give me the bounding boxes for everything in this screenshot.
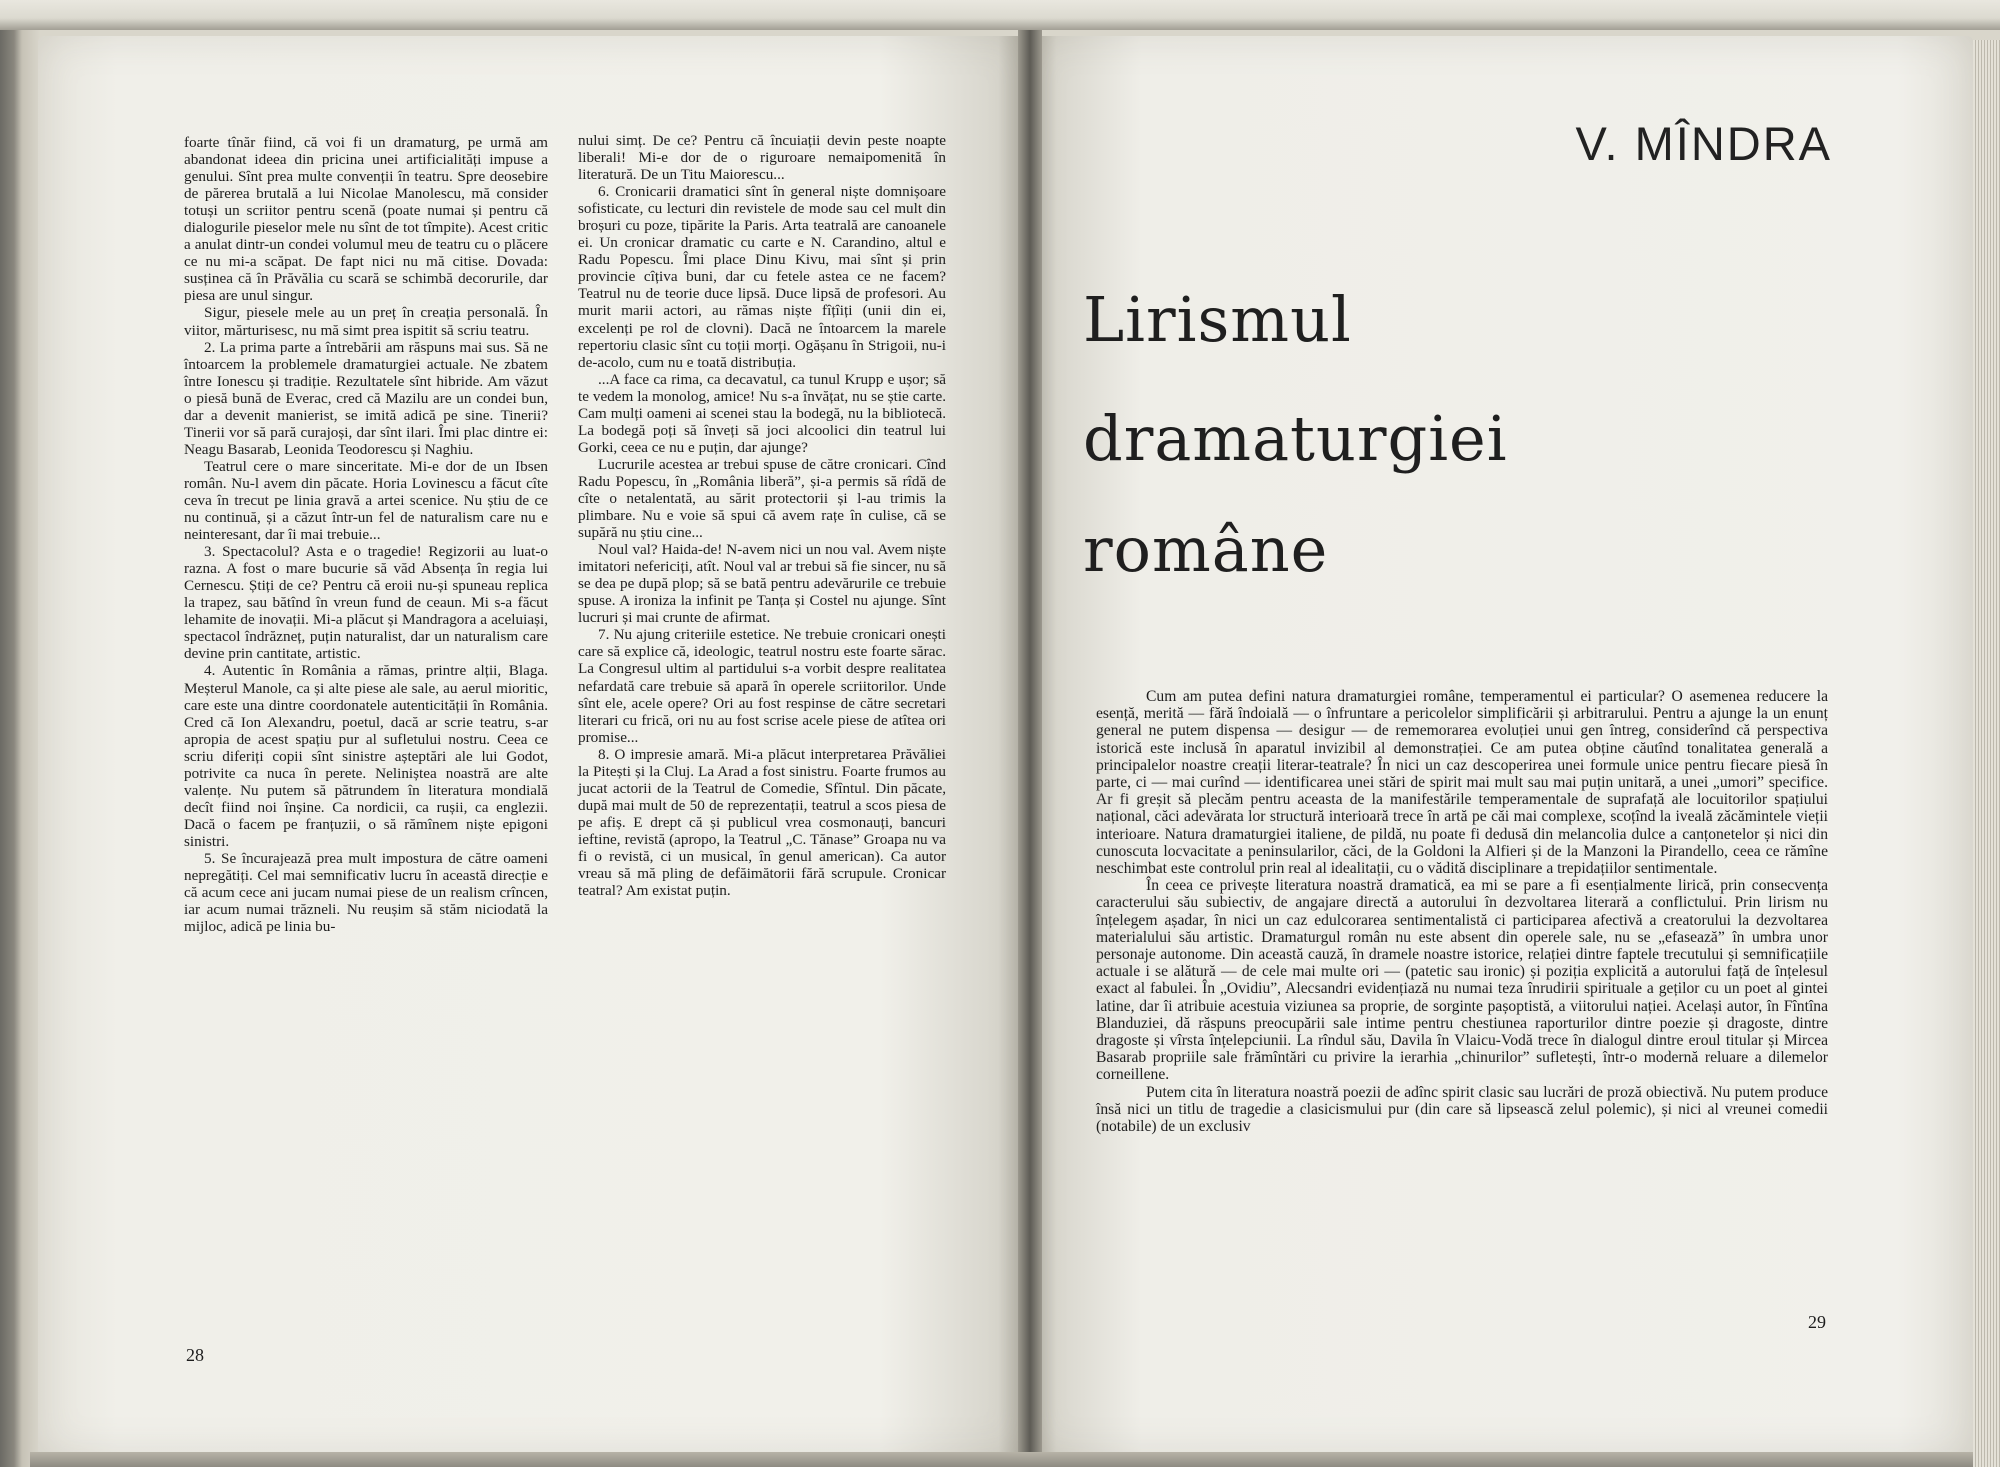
page-number-right: 29 — [1808, 1312, 1826, 1332]
left-column-1 — [184, 134, 548, 935]
paragraph: Lucrurile acestea ar trebui spuse de către cronicari. Cînd Radu Popescu, în „România liberă”, și-a permis să rîdă de cîte o netalentată, au sărit protectorii și l-au trimis la plimbare. Nu e voie să spui că avem rațe în culise, că se supără nu știu cine... — [578, 455, 946, 542]
article-body — [1096, 688, 1828, 1135]
book-top-edge — [0, 0, 2000, 30]
paragraph: 3. Spectacolul? Asta e o tragedie! Regizorii au luat-o razna. A fost o mare bucurie să văd Absența în regia lui Cernescu. Știți de ce? Pentru că eroii nu-și spuneau replica la trapez, sau bătînd în vreun fund de ceaun. Mi s-a făcut lehamite de inovații. Mi-a plăcut și Mandragora a aceluiași, spectacol îndrăzneț, puțin naturalist, dar un naturalism care devine prin cantitate, artistic. — [184, 543, 548, 663]
paragraph: 7. Nu ajung criteriile estetice. Ne trebuie cronicari onești care să explice că, ideologic, teatrul nostru este foarte sărac. La Congresul ultim al partidului s-a vorbit despre realitatea nefardată care trebuie să apară în operele scriitorilor. Unde sînt ele, acele opere? Ori au fost respinse de către secretari literari cu frică, ori nu au fost scrise acele piese de atîtea ori promise... — [578, 626, 946, 746]
paragraph: 8. O impresie amară. Mi-a plăcut interpretarea Prăvăliei la Pitești și la Cluj. La Arad a fost sinistru. Foarte frumos au jucat actorii de la Teatrul de Comedie, Sfîntul. Din păcate, după mai mult de 50 de reprezentații, teatrul a scos piesa de pe afiș. E drept că și publicul vrea cosmonauți, bancuri ieftine, revistă (apropo, la Teatrul „C. Tănase” Groapa nu va fi o revistă, ci un musical, în genul american). Ca autor vreau să mă pling de defăimătorii fără scrupule. Cronicar teatral? Am existat puțin. — [578, 745, 946, 900]
paragraph: 2. La prima parte a întrebării am răspuns mai sus. Să ne întoarcem la problemele dramaturgiei actuale. Ne zbatem între Ionescu și tradiție. Rezultatele sînt hibride. Am văzut o piesă bună de Everac, cred că Mazilu are un condei bun, dar a devenit manierist, se imită adică pe sine. Tinerii? Tinerii vor să pară curajoși, dar sînt ilari. Îmi plac dintre ei: Neagu Basarab, Leonida Teodorescu și Naghiu. — [184, 338, 548, 458]
page-number-left: 28 — [186, 1345, 204, 1365]
article-title-line-2: dramaturgiei — [1083, 402, 1508, 475]
article-title-line-1: Lirismul — [1083, 283, 1352, 356]
paragraph: foarte tînăr fiind, că voi fi un dramaturg, pe urmă am abandonat ideea din pricina unei artificialități impuse a genului. Sînt prea multe convenții în teatru. Spre deosebire de părerea brutală a lui Nicolae Manolescu, mă consider totuși un scriitor pentru scenă (poate numai și pentru că dialogurile pieselor mele nu sînt de tot tîmpite). Acest critic a anulat dintr-un condei volumul meu de teatru cu o plăcere ce nu mi-a scăpat. De fapt nici nu mă citise. Dovada: susținea că în Prăvălia cu scară se schimbă decorurile, dar piesa are unul singur. — [184, 134, 548, 305]
book-bottom-edge — [30, 1452, 1973, 1467]
paragraph: 5. Se încurajează prea mult impostura de către oameni nepregătiți. Cel mai semnificativ lucru în această direcție e că acum cece ani jucam numai piese de un realism crîncen, iar acum numai trăzneli. Nu reușim să stăm niciodată la mijloc, adică pe linia bu- — [184, 849, 548, 936]
paragraph: Sigur, piesele mele au un preț în creația personală. În viitor, mărturisesc, nu mă simt prea ispitit să scriu teatru. — [184, 304, 548, 339]
paragraph: ...A face ca rima, ca decavatul, ca tunul Krupp e ușor; să te vedem la monolog, amice! Nu s-a învățat, nu se știe carte. Cam mulți oameni ai scenei stau la bodegă, nu la bibliotecă. La bodegă poți să înveți să joci alcoolici din teatrul lui Gorki, ceea ce nu e puțin, dar ajunge? — [578, 370, 946, 456]
paragraph: 4. Autentic în România a rămas, printre alții, Blaga. Meșterul Manole, ca și alte piese ale sale, au aerul mioritic, care este una dintre coordonatele autenticității în România. Cred că Ion Alexandru, poetul, dacă ar scrie teatru, s-ar apropia de acest spațiu pur al sufletului nostru. Ceea ce scriu diferiți copii sînt sinistre așteptări ale lui Godot, potrivite ca nuca în perete. Neliniștea noastră are alte valențe. Nu putem să pătrundem în literatura mondială decît fiind noi înșine. Ca nordicii, ca rușii, ca englezii. Dacă o facem pe franțuzii, o să rămînem niște epigoni sinistri. — [184, 662, 548, 850]
page-edges — [1973, 40, 2000, 1467]
left-column-2 — [578, 132, 946, 899]
paragraph: nului simț. De ce? Pentru că încuiații devin peste noapte liberali! Mi-e dor de o riguroare nemaipomenită în literatură. De un Titu Maiorescu... — [578, 132, 946, 184]
article-title-line-3: române — [1083, 513, 1329, 586]
paragraph: Putem cita în literatura noastră poezii de adînc spirit clasic sau lucrări de proză obiectivă. Nu putem produce însă nici un titlu de tragedie a clasicismului pur (din care să lipsească zelul polemic), și nici al vreunei comedii (notabile) de un exclusiv — [1096, 1083, 1828, 1136]
paragraph: 6. Cronicarii dramatici sînt în general niște domnișoare sofisticate, cu lecturi din revistele de mode sau cel mult din broșuri cu poze, tipărite la Paris. Arta teatrală are canoanele ei. Un cronicar dramatic cu carte e N. Carandino, altul e Radu Popescu. Îmi place Dinu Kivu, mai sînt și prin provincie cîțiva buni, dar cu fetele astea ce ne facem? Teatrul nu de teorie duce lipsă. Duce lipsă de profesori. Au murit marii actori, au rămas niște fîțîiți (unii din ei, excelenți pe rol de clovni). Dacă ne întoarcem la marele repertoriu clasic sînt cu toții morți. Ogășanu în Strigoii, nu-i de-acolo, cum nu e toată distribuția. — [578, 183, 946, 371]
paragraph: Teatrul cere o mare sinceritate. Mi-e dor de un Ibsen român. Nu-l avem din păcate. Horia Lovinescu a făcut cîte ceva în trecut pe linia gravă a artei scenice. Nu știu de ce nu continuă, și a căzut într-un fel de naturalism care nu e neinteresant, dar îi mai trebuie... — [184, 457, 548, 544]
book-gutter — [1018, 30, 1042, 1460]
paragraph: În ceea ce privește literatura noastră dramatică, ea mi se pare a fi esențialmente lirică, prin consecvența caracterului său subiectiv, de angajare directă a autorului în dezvoltarea literară a conflictului. Prin lirism nu înțelegem așadar, în nici un caz edulcorarea sentimentalistă ci participarea afectivă a creatorului la dezvoltarea materialului său artistic. Dramaturgul român nu este absent din operele sale, nu se „efasează” în umbra unor personaje autonome. Din această cauză, în dramele noastre istorice, relației dintre faptele trecutului și semnificațiile actuale i se alătură — de cele mai multe ori — (patetic sau ironic) și poziția explicită a autorului față de înțelesul exact al fabulei. În „Ovidiu”, Alecsandri evidențiază nu numai teza înrudirii spirituale a geților cu un poet al gintei latine, dar îi atribuie acestuia viziunea sa proprie, de sorginte pașoptistă, a viitorului nației. Același autor, în Fîntîna Blanduziei, dă răspuns preocupării sale intime pentru chestiunea raporturilor dintre poezie și dragoste, dintre dragoste și vîrsta înțelepciunii. La rîndul său, Davila în Vlaicu-Vodă trece în dialogul dintre eroul titular și Mircea Basarab propriile sale frămîntări cu privire la ierarhia „chinurilor” sufletești, într-o modernă reluare a dilemelor corneillene. — [1096, 877, 1828, 1084]
article-author: V. MÎNDRA — [1575, 117, 1832, 170]
paragraph: Cum am putea defini natura dramaturgiei române, temperamentul ei particular? O asemenea reducere la esență, merită — fără îndoială — o înfruntare a pericolelor simplificării și arbitrarului. Pentru a ajunge la un enunț general ne putem dispensa — desigur — de rememorarea evoluției unui gen întreg, considerînd că perspectiva istorică este inclusă în aparatul invizibil al demonstrației. Ce am putea obține căutînd tonalitatea generală a principalelor noastre creații literar-teatrale? În nici un caz descoperirea unei formule unice pentru fiecare piesă în parte, ci — mai curînd — identificarea unei stări de spirit mai mult sau mai puțin unitară, a unei „umori” specifice. Ar fi greșit să plecăm pentru aceasta de la manifestările temperamentale de suprafață ale locuitorilor spațiului național, căci adevărata lor structură interioară trece în artă pe căi mai complexe, scoțînd la iveală zăcămintele vieții interioare. Natura dramaturgiei italiene, de pildă, nu poate fi dedusă din melancolia dulce a canțonetelor și nici din cunoscuta locvacitate a peninsularilor, căci, de la Goldoni la Alfieri și de la Manzoni la Pirandello, ceea ce rămîne neschimbat este controlul prin real al idealitații, cu o vădită disciplinare a trepidațiilor sentimentale. — [1096, 688, 1828, 878]
paragraph: Noul val? Haida-de! N-avem nici un nou val. Avem niște imitatori nefericiți, atît. Noul val ar trebui să fie sincer, nu să se dea pe după plop; să se bată pentru adevărurile ce trebuie spuse. A ironiza la infinit pe Tanța și Costel nu ajunge. Sînt lucruri și mai crunte de afirmat. — [578, 541, 946, 627]
